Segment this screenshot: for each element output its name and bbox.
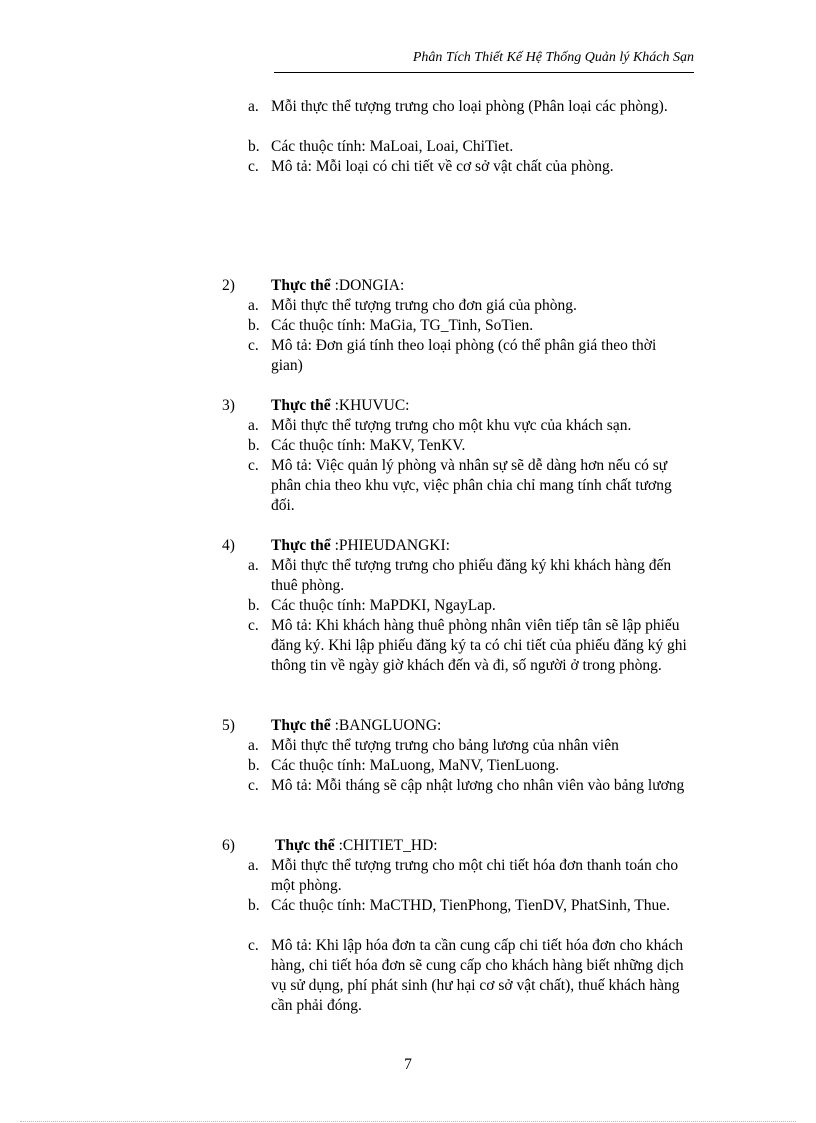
list-marker: b. — [248, 597, 260, 614]
list-item-text: Mô tả: Việc quản lý phòng và nhân sự sẽ dễ dàng hơn nếu có sự phân chia theo khu vực, việc phân chia chỉ mang tính chất tương đối. — [271, 457, 672, 514]
list-marker: a. — [248, 417, 259, 434]
section-number: 2) — [222, 277, 235, 294]
list-item-text: Mô tả: Khi khách hàng thuê phòng nhân viên tiếp tân sẽ lập phiếu đăng ký. Khi lập phiếu đăng ký ta có chi tiết của phiếu đăng ký ghi thông tin về ngày giờ khách đến và đi, số người ở trong phòng. — [271, 617, 687, 674]
list-item-text: Các thuộc tính: MaPDKI, NgayLap. — [271, 597, 496, 614]
entity-name: :KHUVUC: — [334, 397, 410, 414]
list-marker: c. — [248, 777, 259, 794]
list-item-text: Mô tả: Khi lập hóa đơn ta cần cung cấp chi tiết hóa đơn cho khách hàng, chi tiết hóa đơn sẽ cung cấp cho khách hàng biết những dịch vụ sử dụng, phí phát sinh (hư hại cơ sở vật chất), thuế khách hàng cần phải đóng. — [271, 937, 684, 1014]
list-marker: c. — [248, 937, 259, 954]
list-marker: b. — [248, 437, 260, 454]
list-marker: b. — [248, 138, 260, 155]
entity-label: Thực thể — [275, 837, 335, 854]
section-title — [271, 276, 404, 296]
list-marker: a. — [248, 557, 259, 574]
section-number: 4) — [222, 537, 235, 554]
page-bottom-border — [20, 1121, 796, 1122]
list-marker: c. — [248, 337, 259, 354]
list-item-text: Mỗi thực thể tượng trưng cho phiếu đăng ký khi khách hàng đến thuê phòng. — [271, 557, 672, 594]
list-marker: a. — [248, 857, 259, 874]
list-marker: c. — [248, 158, 259, 175]
list-item-text: Mô tả: Đơn giá tính theo loại phòng (có thể phân giá theo thời gian) — [271, 337, 657, 374]
section-title — [275, 836, 438, 856]
list-item-text: Mỗi thực thể tượng trưng cho một khu vực của khách sạn. — [271, 417, 632, 434]
entity-name: :CHITIET_HD: — [338, 837, 438, 854]
list-item-text: Mỗi thực thể tượng trưng cho đơn giá của phòng. — [271, 297, 577, 314]
list-item-text: Mô tả: Mỗi loại có chi tiết về cơ sở vật chất của phòng. — [271, 158, 614, 175]
entity-name: :DONGIA: — [334, 277, 405, 294]
section-number: 6) — [222, 837, 235, 854]
list-marker: a. — [248, 297, 259, 314]
running-header: Phân Tích Thiết Kế Hệ Thống Quản lý Khách Sạn — [274, 50, 694, 73]
list-item-text: Các thuộc tính: MaKV, TenKV. — [271, 437, 466, 454]
entity-label: Thực thể — [271, 397, 331, 414]
list-marker: a. — [248, 98, 259, 115]
list-marker: b. — [248, 757, 260, 774]
list-item-text: Các thuộc tính: MaLuong, MaNV, TienLuong. — [271, 757, 560, 774]
list-marker: b. — [248, 317, 260, 334]
entity-label: Thực thể — [271, 537, 331, 554]
list-item-text: Các thuộc tính: MaGia, TG_Tinh, SoTien. — [271, 317, 534, 334]
list-marker: c. — [248, 617, 259, 634]
list-marker: a. — [248, 737, 259, 754]
list-item-text: Mỗi thực thể tượng trưng cho loại phòng (Phân loại các phòng). — [271, 98, 668, 115]
entity-name: :PHIEUDANGKI: — [334, 537, 450, 554]
list-marker: b. — [248, 897, 260, 914]
list-item-text: Mỗi thực thể tượng trưng cho một chi tiết hóa đơn thanh toán cho một phòng. — [271, 857, 679, 894]
entity-label: Thực thể — [271, 277, 331, 294]
section-number: 5) — [222, 717, 235, 734]
section-title — [271, 536, 450, 556]
list-item-text: Các thuộc tính: MaCTHD, TienPhong, TienDV, PhatSinh, Thue. — [271, 897, 671, 914]
list-item-text: Mô tả: Mỗi tháng sẽ cập nhật lương cho nhân viên vào bảng lương — [271, 777, 685, 794]
section-number: 3) — [222, 397, 235, 414]
entity-name: :BANGLUONG: — [334, 717, 442, 734]
page-number: 7 — [404, 1056, 412, 1073]
list-item-text: Các thuộc tính: MaLoai, Loai, ChiTiet. — [271, 138, 514, 155]
list-item-text: Mỗi thực thể tượng trưng cho bảng lương của nhân viên — [271, 737, 619, 754]
list-marker: c. — [248, 457, 259, 474]
section-title — [271, 716, 441, 736]
section-title — [271, 396, 409, 416]
entity-label: Thực thể — [271, 717, 331, 734]
